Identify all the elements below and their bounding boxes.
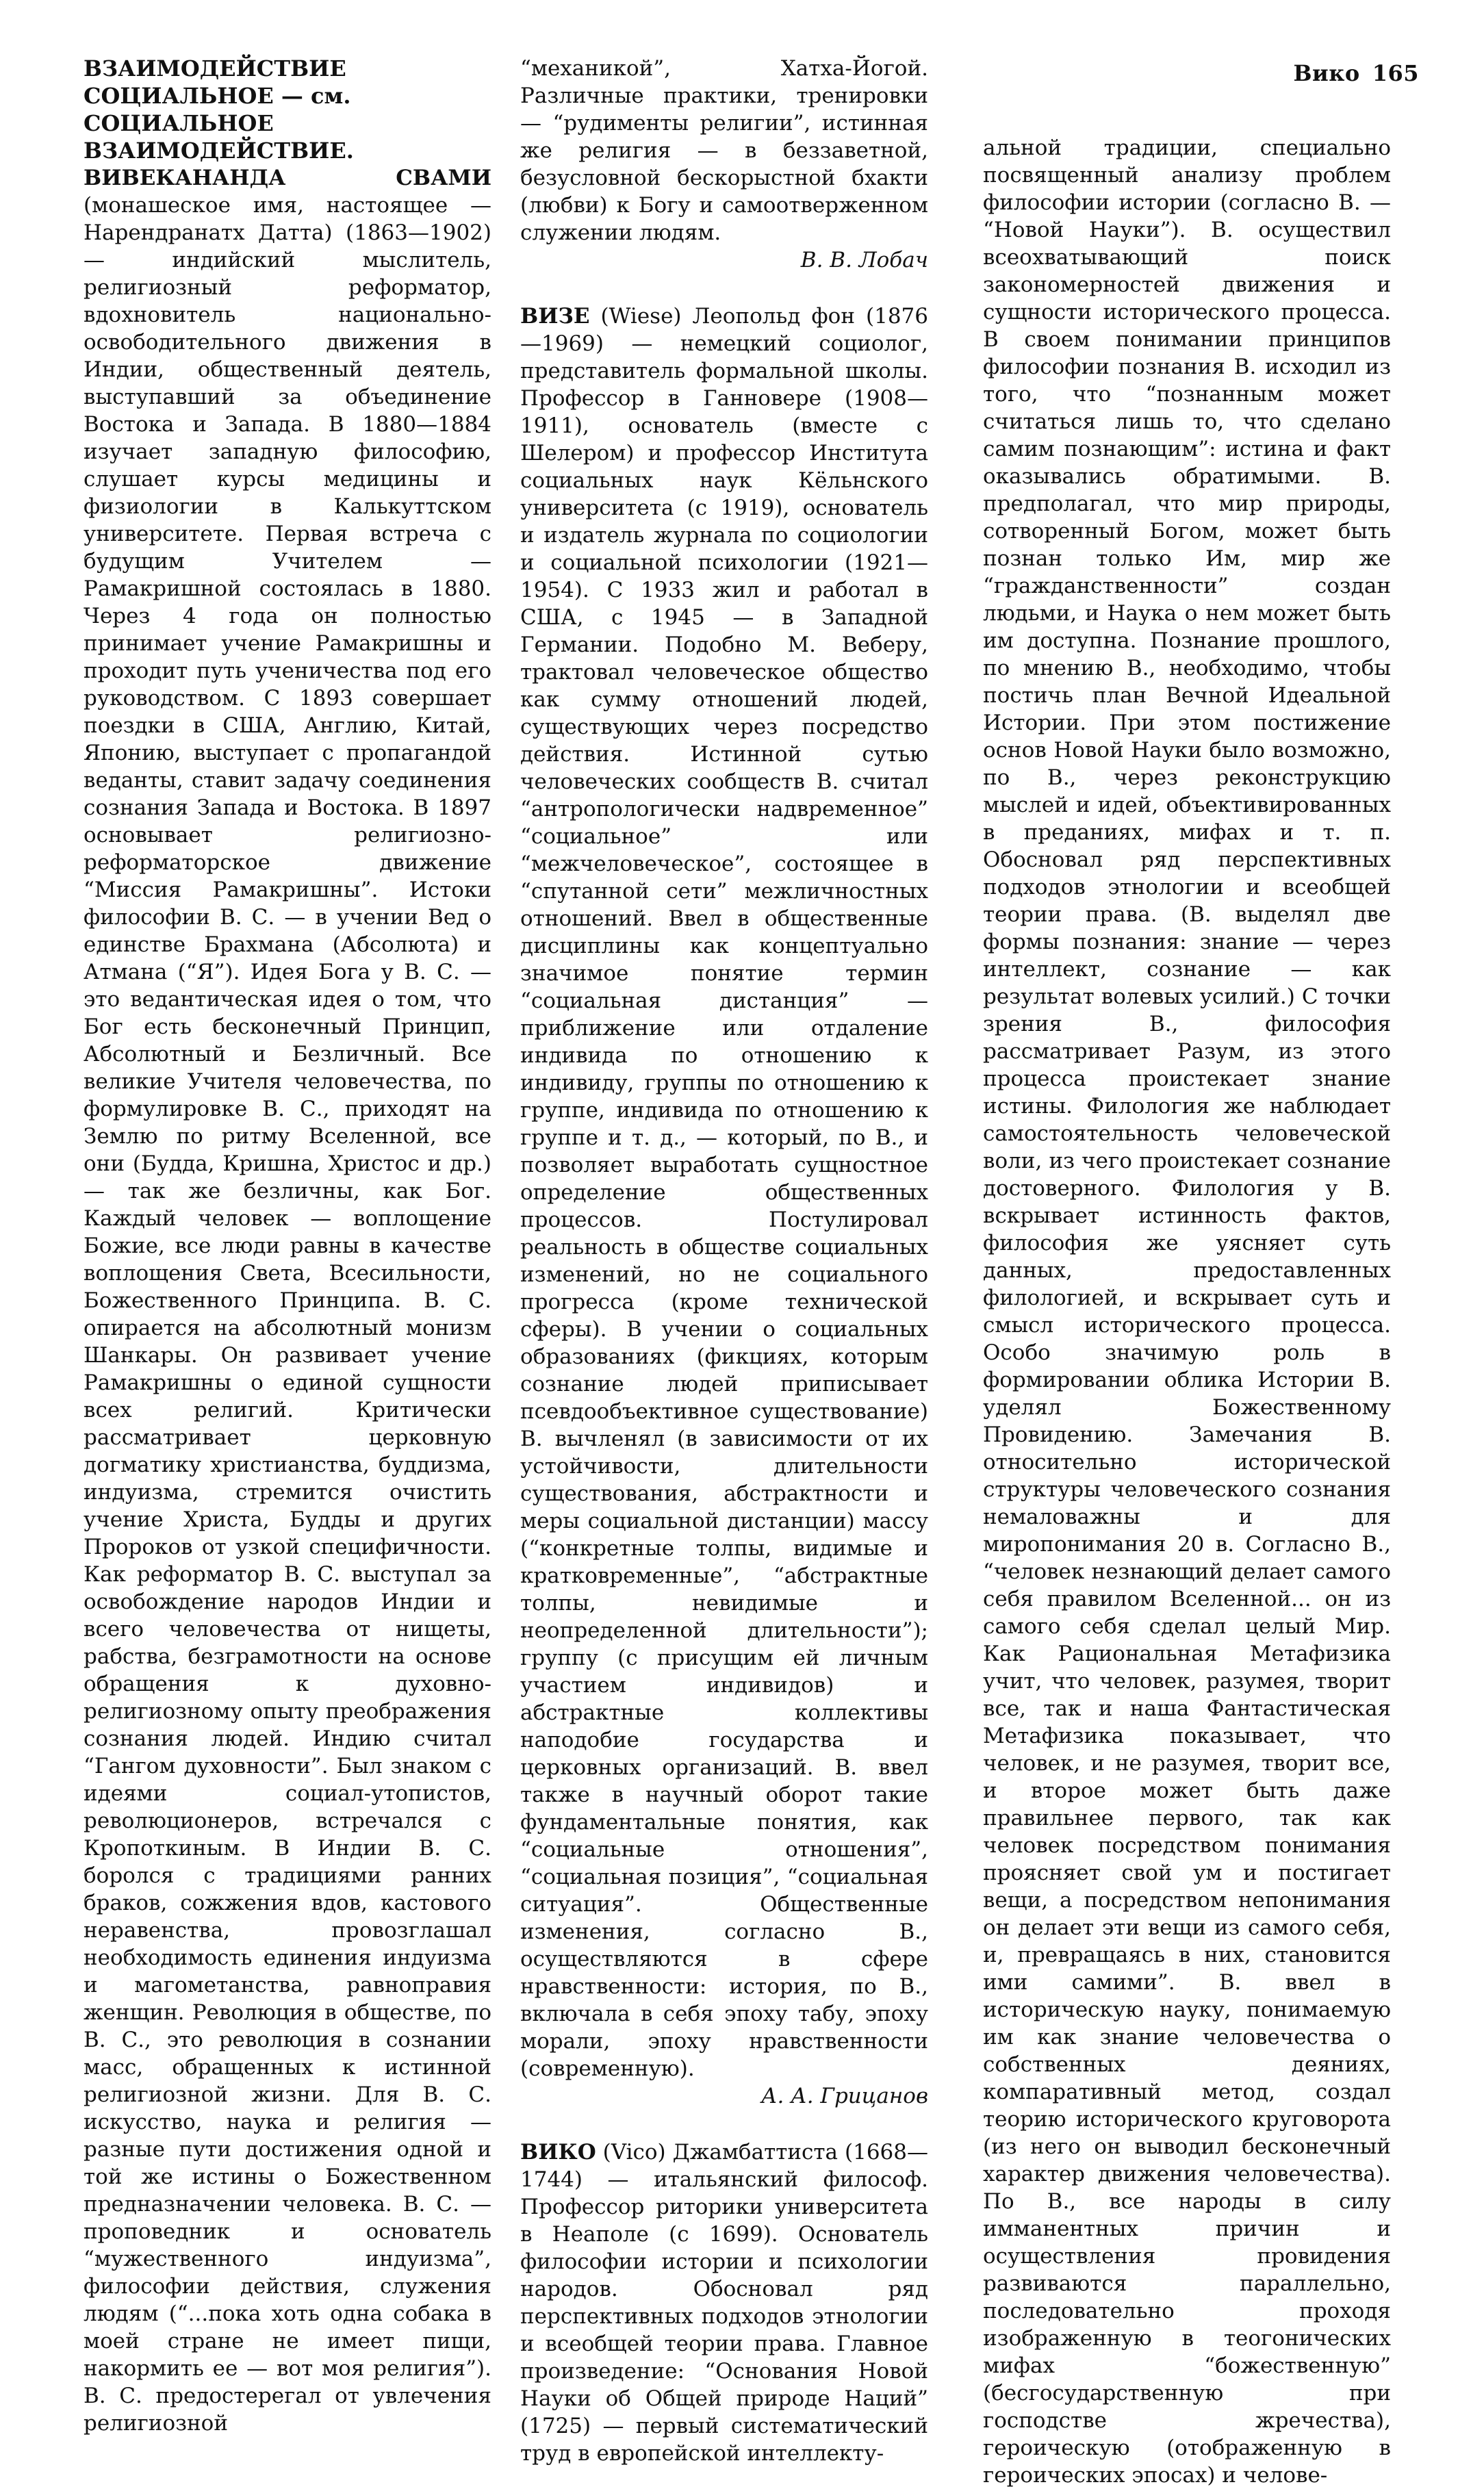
headword-vivekananda: ВИВЕКАНАНДА СВАМИ: [84, 166, 491, 190]
entry-body-vivekananda: (монашеское имя, настоящее — Нарендранатх Датта) (1863—1902) — индийский мыслитель, религиозный реформатор, вдохновитель национально-освободительного движения в Индии, общественный деятель, выступавший за объединение Востока и Запада. В 1880—1884 изучает западную философию, слушает курсы медицины и физиологии в Калькуттском университете. Первая встреча с будущим Учителем — Рамакришной состоялась в 1880. Через 4 года он полностью принимает учение Рамакришны и проходит путь ученичества под его руководством. С 1893 совершает поездки в США, Англию, Китай, Японию, выступает с пропагандой веданты, ставит задачу соединения сознания Запада и Востока. В 1897 основывает религиозно-реформаторское движение “Миссия Рамакришны”. Истоки философии В. С. — в учении Вед о единстве Брахмана (Абсолюта) и Атмана (“Я”). Идея Бога у В. С. — это ведантическая идея о том, что Бог есть бесконечный Принцип, Абсолютный и Безличный. Все великие Учителя человечества, по формулировке В. С., приходят на Землю по ритму Вселенной, все они (Будда, Кришна, Христос и др.) — так же безличны, как Бог. Каждый человек — воплощение Божие, все люди равны в качестве воплощения Света, Всесильности, Божественного Принципа. В. С. опирается на абсолютный монизм Шанкары. Он развивает учение Рамакришны о единой сущности всех религий. Критически рассматривает церковную догматику христианства, буддизма, индуизма, стремится очистить учение Христа, Будды и других Пророков от узкой специфичности. Как реформатор В. С. выступал за освобождение народов Индии и всего человечества от нищеты, рабства, безграмотности на основе обращения к духовно-религиозному опыту преображения сознания людей. Индию считал “Гангом духовности”. Был знаком с идеями социал-утопистов, революционеров, встречался с Кропоткиным. В Индии В. С. боролся с традициями ранних браков, сожжения вдов, кастового неравенства, провозглашал необходимость единения индуизма и магометанства, равноправия женщин. Революция в обществе, по В. С., это революция в сознании масс, обращенных к истинной религиозной жизни. Для В. С. искусство, наука и религия — разные пути достижения одной и той же истины о Божественном предназначении человека. В. С. — проповедник и основатель “мужественного индуизма”, философии действия, служения людям (“...пока хоть одна собака в моей стране не имеет пищи, накормить ее — вот моя религия”). В. С. предостерегал от увлечения религиозной: [84, 193, 491, 2436]
entry-vivekananda: [84, 164, 491, 2437]
author-signature-gritsanov: А. А. Грицанов: [761, 2084, 928, 2108]
entry-body-vize: (Wiese) Леопольд фон (1876—1969) — немецкий социолог, представитель формальной школы. Профессор в Ганновере (1908—1911), основатель (вместе с Шелером) и профессор Института социальных наук Кёльнского университета (с 1919), основатель и издатель журнала по социологии и социальной психологии (1921—1954). С 1933 жил и работал в США, с 1945 — в Западной Германии. Подобно М. Веберу, трактовал человеческое общество как сумму отношений людей, существующих через посредство действия. Истинной сутью человеческих сообществ В. считал “антропологически надвременное” “социальное” или “межчеловеческое”, состоящее в “спутанной сети” межличностных отношений. Ввел в общественные дисциплины как концептуально значимое понятие термин “социальная дистанция” — приближение или отдаление индивида по отношению к индивиду, группы по отношению к группе, индивида по отношению к группе и т. д., — который, по В., и позволяет выработать сущностное определение общественных процессов. Постулировал реальность в обществе социальных изменений, но не социального прогресса (кроме технической сферы). В учении о социальных образованиях (фикциях, которым сознание людей приписывает псевдообъективное существование) В. вычленял (в зависимости от их устойчивости, длительности существования, абстрактности и меры социальной дистанции) массу (“конкретные толпы, видимые и кратковременные”, “абстрактные толпы, невидимые и неопределенной длительности”); группу (с присущим ей личным участием индивидов) и абстрактные коллективы наподобие государства и церковных организаций. В. ввел также в научный оборот такие фундаментальные понятия, как “социальные отношения”, “социальная позиция”, “социальная ситуация”. Общественные изменения, согласно В., осуществляются в сфере нравственности: история, по В., включала в себя эпоху табу, эпоху морали, эпоху нравственности (современную).: [520, 304, 928, 2081]
headword-vize: ВИЗЕ: [520, 304, 590, 329]
entry-vivekananda-continued: “механикой”, Хатха-Йогой. Различные практики, тренировки — “рудименты религии”, истинная же религия — в беззаветной, безусловной бескорыстной бхакти (любви) к Богу и самоотверженном служении людям.: [520, 56, 928, 245]
entry-viko: [520, 2139, 928, 2467]
entry-vize: [520, 303, 928, 2082]
entry-vzaimodeystvie: ВЗАИМОДЕЙСТВИЕ СОЦИАЛЬНОЕ — см. СОЦИАЛЬНОЕ ВЗАИМОДЕЙСТВИЕ.: [84, 55, 354, 164]
column-2: [520, 55, 928, 2467]
column-3: [983, 134, 1391, 2489]
running-header: [1293, 60, 1419, 86]
column-1: [84, 55, 491, 2437]
entry-body-viko: (Vico) Джамбаттиста (1668—1744) — итальянский философ. Профессор риторики университета в Неаполе (с 1699). Основатель философии истории и психологии народов. Обосновал ряд перспективных подходов этнологии и всеобщей теории права. Главное произведение: “Основания Новой Науки об Общей природе Наций” (1725) — первый систематический труд в европейской интеллекту-: [520, 2140, 928, 2466]
headword-viko: ВИКО: [520, 2140, 596, 2165]
page-number: 165: [1372, 60, 1419, 86]
running-header-title: Вико: [1293, 60, 1360, 86]
author-signature-lobach: В. В. Лобач: [800, 248, 928, 272]
entry-viko-continued: альной традиции, специально посвященный анализу проблем философии истории (согласно В. — “Новой Науки”). В. осуществил всеохватывающий поиск закономерностей движения и сущности исторического процесса. В своем понимании принципов философии познания В. исходил из того, что “познанным может считаться лишь то, что сделано самим познающим”: истина и факт оказывались обратимыми. В. предполагал, что мир природы, сотворенный Богом, может быть познан только Им, мир же “гражданственности” создан людьми, и Наука о нем может быть им доступна. Познание прошлого, по мнению В., необходимо, чтобы постичь план Вечной Идеальной Истории. При этом постижение основ Новой Науки было возможно, по В., через реконструкцию мыслей и идей, объективированных в преданиях, мифах и т. п. Обосновал ряд перспективных подходов этнологии и всеобщей теории права. (В. выделял две формы познания: знание — через интеллект, сознание — как результат волевых усилий.) С точки зрения В., философия рассматривает Разум, из этого процесса проистекает знание истины. Филология же наблюдает самостоятельность человеческой воли, из чего проистекает сознание достоверного. Филология у В. вскрывает истинность фактов, философия же уясняет суть данных, предоставленных филологией, и вскрывает суть и смысл исторического процесса. Особо значимую роль в формировании облика Истории В. уделял Божественному Провидению. Замечания В. относительно исторической структуры человеческого сознания немаловажны и для миропонимания 20 в. Согласно В., “человек незнающий делает самого себя правилом Вселенной... он из самого себя сделал целый Мир. Как Рациональная Метафизика учит, что человек, разумея, творит все, так и наша Фантастическая Метафизика показывает, что человек, и не разумея, творит все, и второе может быть даже правильнее первого, так как человек посредством понимания проясняет свой ум и постигает вещи, а посредством непонимания он делает эти вещи из самого себя, и, превращаясь в них, становится ими самими”. В. ввел в историческую науку, понимаемую им как знание человечества о собственных деяниях, компаративный метод, создал теорию исторического круговорота (из него он выводил бесконечный характер движения человечества). По В., все народы в силу имманентных причин и осуществления провидения развиваются параллельно, последовательно проходя изображенную в теогонических мифах “божественную” (бесгосударственную при господстве жречества), героическую (отображенную в героических эпосах) и челове-: [983, 136, 1391, 2488]
